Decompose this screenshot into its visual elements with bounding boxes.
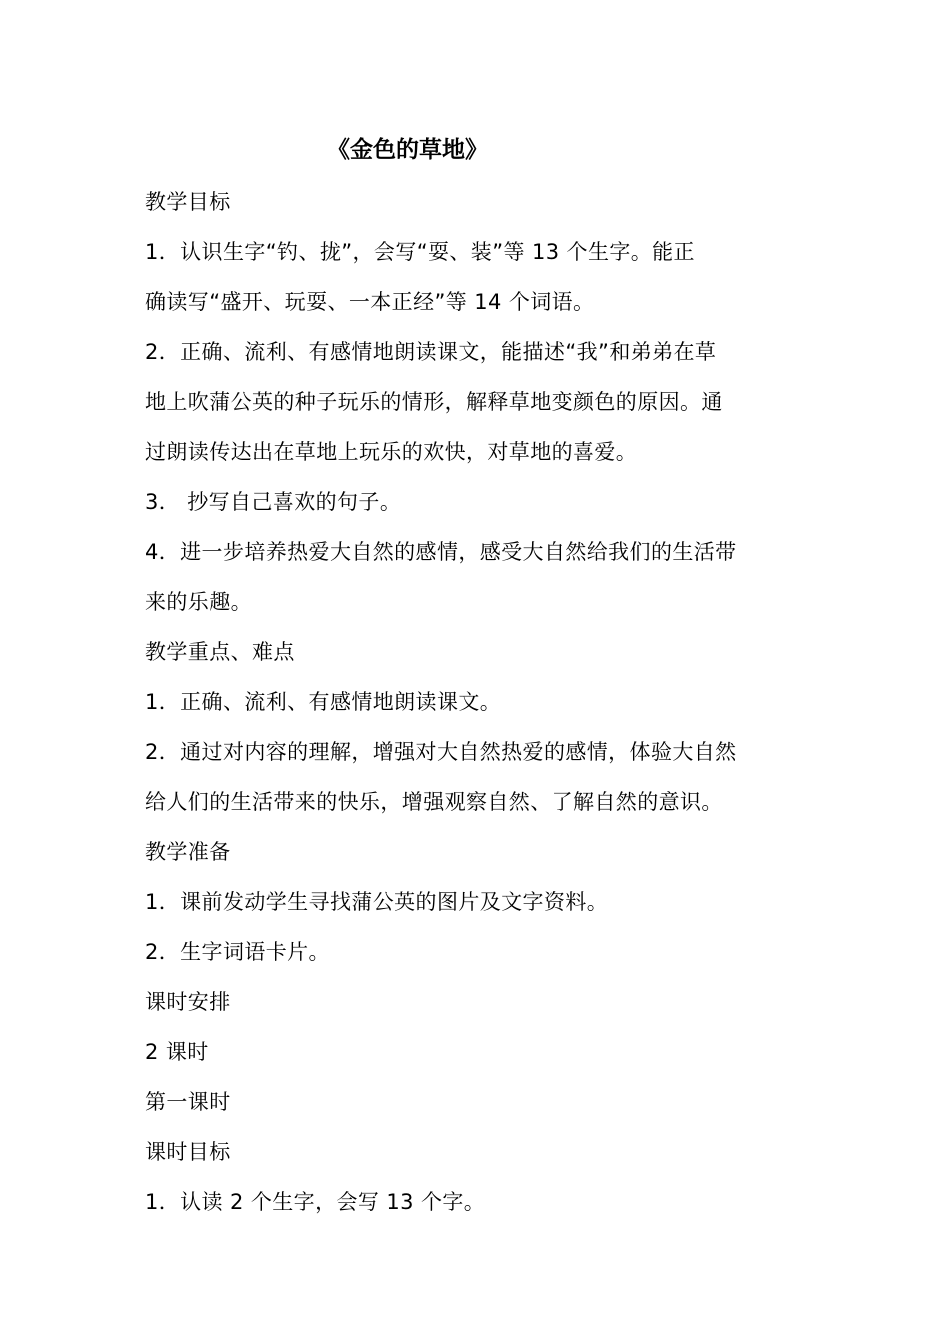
paragraph-line: 给人们的生活带来的快乐，增强观察自然、了解自然的意识。 [145,790,723,814]
paragraph-line: 确读写“盛开、玩耍、一本正经”等 14 个词语。 [145,290,595,314]
heading-teaching-goals: 教学目标 [145,190,231,214]
heading-schedule: 课时安排 [145,990,231,1014]
paragraph-line: 2．正确、流利、有感情地朗读课文，能描述“我”和弟弟在草 [145,340,717,364]
document-title: 《金色的草地》 [327,137,488,163]
paragraph-line: 1．认读 2 个生字，会写 13 个字。 [145,1190,486,1214]
paragraph-line: 3． 抄写自己喜欢的句子。 [145,490,402,514]
paragraph-line: 过朗读传达出在草地上玩乐的欢快，对草地的喜爱。 [145,440,638,464]
paragraph-line: 4．进一步培养热爱大自然的感情，感受大自然给我们的生活带 [145,540,737,564]
heading-lesson-goals: 课时目标 [145,1140,231,1164]
paragraph-line: 1．正确、流利、有感情地朗读课文。 [145,690,502,714]
paragraph-line: 地上吹蒲公英的种子玩乐的情形，解释草地变颜色的原因。通 [145,390,723,414]
paragraph-line: 1．课前发动学生寻找蒲公英的图片及文字资料。 [145,890,609,914]
paragraph-line: 2 课时 [145,1040,209,1064]
paragraph-line: 2．生字词语卡片。 [145,940,330,964]
heading-first-lesson: 第一课时 [145,1090,231,1114]
paragraph-line: 来的乐趣。 [145,590,252,614]
heading-key-points: 教学重点、难点 [145,640,295,664]
paragraph-line: 2．通过对内容的理解，增强对大自然热爱的感情，体验大自然 [145,740,737,764]
heading-preparation: 教学准备 [145,840,231,864]
paragraph-line: 1．认识生字“钓、拢”，会写“耍、装”等 13 个生字。能正 [145,240,695,264]
